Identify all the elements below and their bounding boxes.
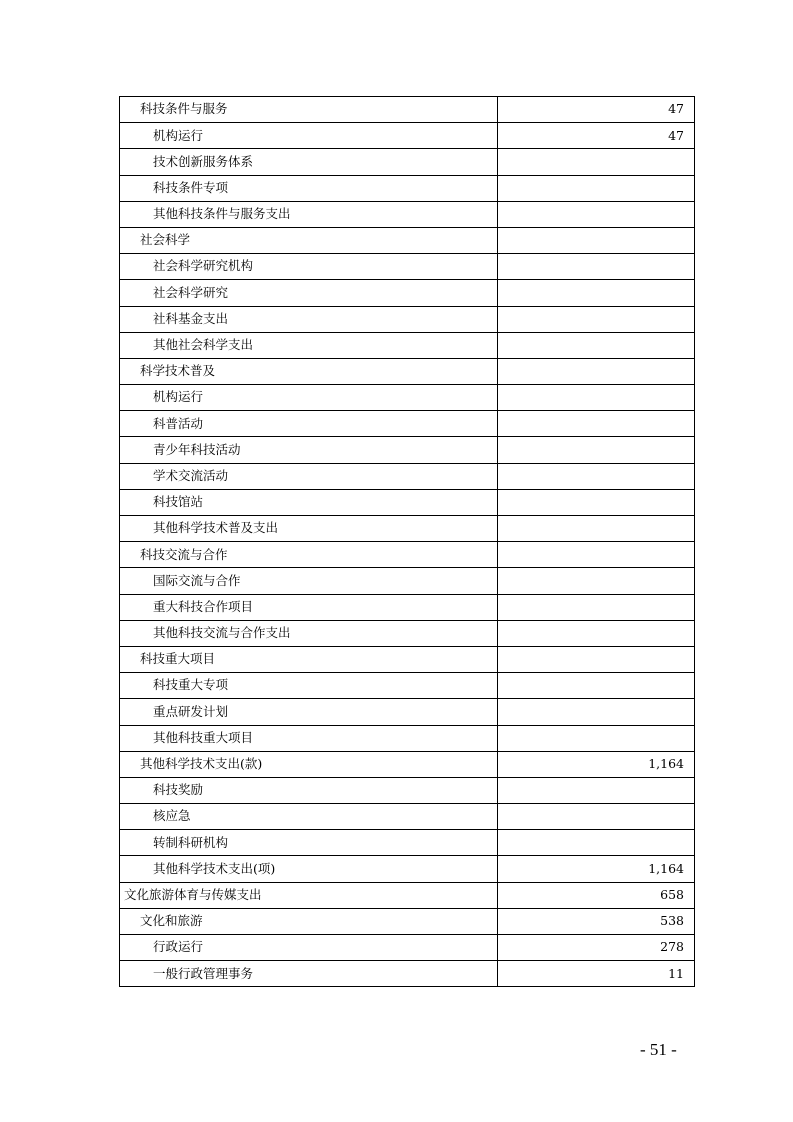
row-name-cell: 其他科技交流与合作支出 [120, 620, 498, 646]
row-amount-cell: 47 [498, 123, 695, 149]
row-name-cell: 科技馆站 [120, 489, 498, 515]
row-amount-cell [498, 568, 695, 594]
row-name-cell: 其他社会科学支出 [120, 332, 498, 358]
table-row [120, 227, 695, 253]
row-amount-cell [498, 804, 695, 830]
table-row [120, 961, 695, 987]
row-amount-cell: 47 [498, 97, 695, 123]
row-name-cell: 科技重大专项 [120, 673, 498, 699]
table-row [120, 332, 695, 358]
row-name-cell: 国际交流与合作 [120, 568, 498, 594]
row-amount-cell: 1,164 [498, 856, 695, 882]
row-amount-cell [498, 725, 695, 751]
row-amount-cell [498, 437, 695, 463]
row-name-cell: 机构运行 [120, 385, 498, 411]
row-name-cell: 重大科技合作项目 [120, 594, 498, 620]
row-amount-cell [498, 542, 695, 568]
table-row [120, 751, 695, 777]
table-row [120, 411, 695, 437]
row-amount-cell [498, 149, 695, 175]
table-row [120, 830, 695, 856]
table-row [120, 935, 695, 961]
table-row [120, 123, 695, 149]
table-row [120, 385, 695, 411]
row-name-cell: 科技条件专项 [120, 175, 498, 201]
row-name-cell: 学术交流活动 [120, 463, 498, 489]
row-name-cell: 一般行政管理事务 [120, 961, 498, 987]
table-row [120, 725, 695, 751]
row-amount-cell [498, 201, 695, 227]
row-amount-cell: 278 [498, 935, 695, 961]
row-amount-cell [498, 620, 695, 646]
row-name-cell: 机构运行 [120, 123, 498, 149]
table-row [120, 620, 695, 646]
table-row [120, 594, 695, 620]
table-row [120, 516, 695, 542]
row-amount-cell [498, 280, 695, 306]
row-name-cell: 其他科技重大项目 [120, 725, 498, 751]
row-amount-cell: 1,164 [498, 751, 695, 777]
row-amount-cell: 11 [498, 961, 695, 987]
table-row [120, 149, 695, 175]
table-row [120, 437, 695, 463]
row-amount-cell [498, 227, 695, 253]
table-row [120, 254, 695, 280]
row-name-cell: 科技重大项目 [120, 646, 498, 672]
row-amount-cell: 538 [498, 908, 695, 934]
row-amount-cell [498, 254, 695, 280]
table-row [120, 489, 695, 515]
table-row [120, 777, 695, 803]
row-name-cell: 核应急 [120, 804, 498, 830]
row-amount-cell [498, 385, 695, 411]
row-amount-cell [498, 489, 695, 515]
table-row [120, 201, 695, 227]
row-amount-cell [498, 699, 695, 725]
table-row [120, 175, 695, 201]
table-row [120, 882, 695, 908]
row-amount-cell [498, 175, 695, 201]
row-name-cell: 科技条件与服务 [120, 97, 498, 123]
row-name-cell: 青少年科技活动 [120, 437, 498, 463]
table-row [120, 908, 695, 934]
row-name-cell: 社科基金支出 [120, 306, 498, 332]
row-amount-cell [498, 646, 695, 672]
row-name-cell: 社会科学 [120, 227, 498, 253]
row-name-cell: 其他科学技术普及支出 [120, 516, 498, 542]
row-amount-cell [498, 516, 695, 542]
row-name-cell: 社会科学研究 [120, 280, 498, 306]
table-body [120, 97, 695, 987]
row-name-cell: 其他科学技术支出(款) [120, 751, 498, 777]
row-amount-cell [498, 673, 695, 699]
table-row [120, 568, 695, 594]
row-amount-cell [498, 411, 695, 437]
row-name-cell: 科技奖励 [120, 777, 498, 803]
table-row [120, 97, 695, 123]
page-number: - 51 - [640, 1040, 677, 1059]
row-name-cell: 转制科研机构 [120, 830, 498, 856]
table-row [120, 699, 695, 725]
row-amount-cell [498, 332, 695, 358]
row-name-cell: 科学技术普及 [120, 358, 498, 384]
expenditure-table [119, 96, 695, 987]
row-name-cell: 技术创新服务体系 [120, 149, 498, 175]
table-row [120, 804, 695, 830]
row-name-cell: 重点研发计划 [120, 699, 498, 725]
row-amount-cell: 658 [498, 882, 695, 908]
table-row [120, 358, 695, 384]
table-row [120, 306, 695, 332]
table-row [120, 856, 695, 882]
row-name-cell: 其他科学技术支出(项) [120, 856, 498, 882]
row-name-cell: 科普活动 [120, 411, 498, 437]
table-row [120, 463, 695, 489]
row-amount-cell [498, 306, 695, 332]
row-name-cell: 科技交流与合作 [120, 542, 498, 568]
table-row [120, 542, 695, 568]
row-amount-cell [498, 594, 695, 620]
row-amount-cell [498, 463, 695, 489]
row-amount-cell [498, 777, 695, 803]
row-name-cell: 其他科技条件与服务支出 [120, 201, 498, 227]
row-name-cell: 行政运行 [120, 935, 498, 961]
table-row [120, 673, 695, 699]
row-name-cell: 文化旅游体育与传媒支出 [120, 882, 498, 908]
row-name-cell: 文化和旅游 [120, 908, 498, 934]
row-amount-cell [498, 830, 695, 856]
row-name-cell: 社会科学研究机构 [120, 254, 498, 280]
table-row [120, 280, 695, 306]
table-row [120, 646, 695, 672]
row-amount-cell [498, 358, 695, 384]
